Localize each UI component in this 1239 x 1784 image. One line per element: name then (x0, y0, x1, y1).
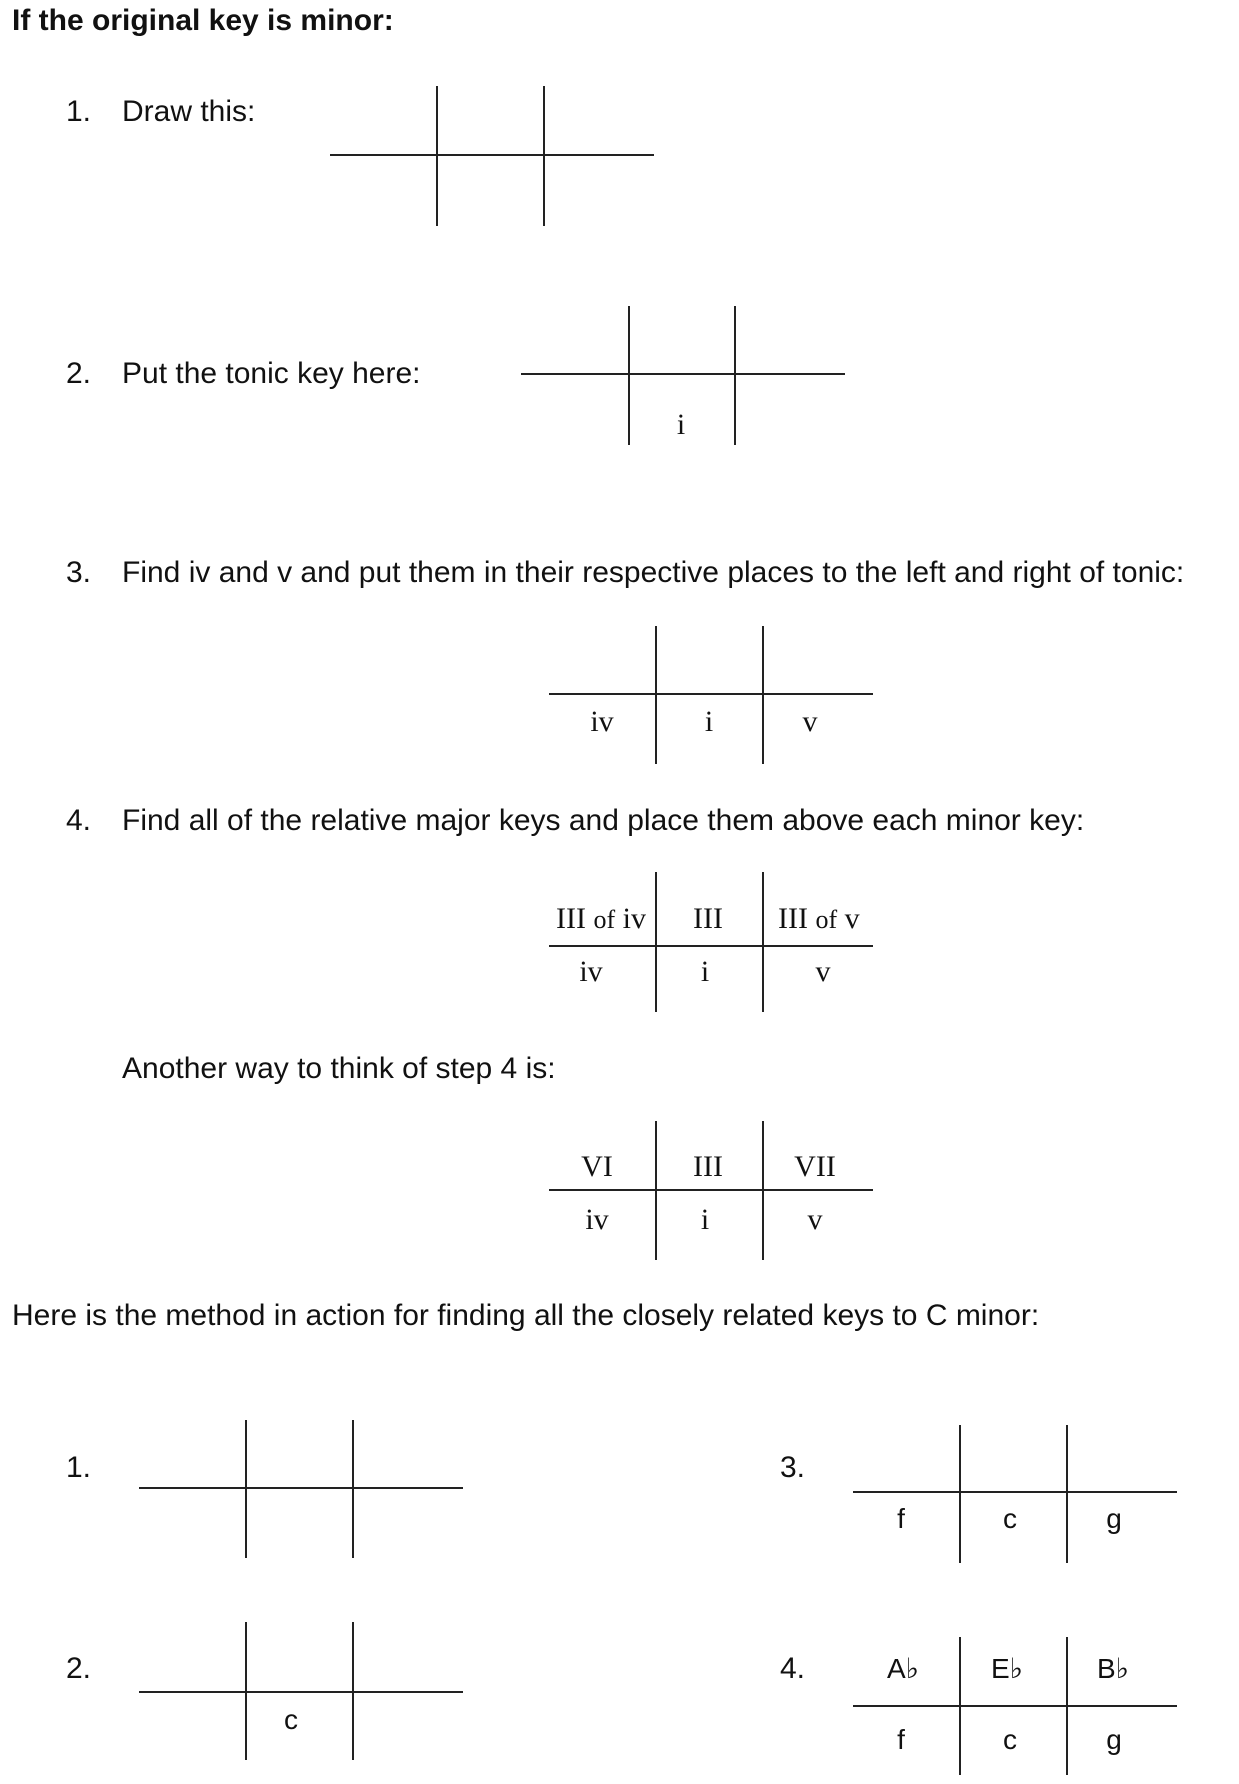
relative-major-of-iv (556, 902, 646, 936)
grid-horizontal-line (139, 1487, 463, 1489)
tonic-note: c (284, 1704, 298, 1735)
example-4-number: 4. (780, 1652, 806, 1685)
grid-horizontal-line (521, 373, 845, 375)
step-1-text: Draw this: (122, 95, 256, 128)
grid-vertical-line (959, 1425, 961, 1563)
relative-major-note: A♭ (887, 1653, 919, 1684)
roman-main: III (556, 902, 586, 935)
roman-main: III (778, 902, 808, 935)
tonic-label: i (704, 705, 714, 738)
grid-vertical-line (352, 1622, 354, 1760)
example-3-number: 3. (780, 1451, 806, 1484)
grid-vertical-line (959, 1637, 961, 1775)
step-3-number: 3. (66, 556, 92, 589)
dominant-note: g (1106, 1503, 1122, 1534)
grid-horizontal-line (549, 1189, 873, 1191)
grid-vertical-line (436, 86, 438, 226)
step-2-number: 2. (66, 357, 92, 390)
another-way-text: Another way to think of step 4 is: (122, 1052, 556, 1085)
submediant-label: VI (581, 1150, 613, 1183)
step-4-number: 4. (66, 804, 92, 837)
subdominant-label: iv (579, 955, 603, 988)
step-4-text: Find all of the relative major keys and place them above each minor key: (122, 804, 1085, 837)
relative-major-note: E♭ (991, 1653, 1023, 1684)
step-1-number: 1. (66, 95, 92, 128)
tonic-label: i (700, 955, 710, 988)
tonic-note: c (1003, 1724, 1017, 1755)
grid-vertical-line (762, 872, 764, 1012)
subdominant-label: iv (590, 705, 614, 738)
grid-vertical-line (352, 1420, 354, 1558)
mediant-label: III (693, 1150, 723, 1183)
dominant-label: v (815, 955, 831, 988)
subdominant-note: f (897, 1724, 905, 1755)
roman-key: v (844, 902, 860, 935)
tonic-note: c (1003, 1503, 1017, 1534)
roman-key: iv (622, 902, 646, 935)
grid-vertical-line (655, 1121, 657, 1260)
tonic-label: i (676, 408, 686, 441)
grid-vertical-line (1066, 1637, 1068, 1775)
subdominant-note: f (897, 1503, 905, 1534)
dominant-label: v (802, 705, 818, 738)
step-2-text: Put the tonic key here: (122, 357, 421, 390)
grid-vertical-line (245, 1622, 247, 1760)
grid-horizontal-line (853, 1705, 1177, 1707)
tonic-label: i (700, 1203, 710, 1236)
relative-major-of-v (778, 902, 860, 936)
grid-vertical-line (762, 626, 764, 764)
dominant-note: g (1106, 1724, 1122, 1755)
subdominant-label: iv (585, 1203, 609, 1236)
relative-major-note: B♭ (1097, 1653, 1129, 1684)
example-1-number: 1. (66, 1451, 92, 1484)
subtonic-label: VII (794, 1150, 836, 1183)
grid-horizontal-line (853, 1491, 1177, 1493)
grid-horizontal-line (549, 693, 873, 695)
grid-horizontal-line (549, 945, 873, 947)
of-word: of (593, 905, 616, 934)
grid-vertical-line (245, 1420, 247, 1558)
grid-vertical-line (543, 86, 545, 226)
grid-horizontal-line (330, 154, 654, 156)
grid-vertical-line (655, 626, 657, 764)
of-word: of (815, 905, 838, 934)
page-heading: If the original key is minor: (12, 4, 394, 37)
grid-vertical-line (762, 1121, 764, 1260)
step-3-text: Find iv and v and put them in their respective places to the left and right of tonic: (122, 556, 1185, 589)
method-intro-text: Here is the method in action for finding all the closely related keys to C minor: (12, 1299, 1040, 1332)
grid-horizontal-line (139, 1691, 463, 1693)
dominant-label: v (807, 1203, 823, 1236)
grid-vertical-line (1066, 1425, 1068, 1563)
example-2-number: 2. (66, 1652, 92, 1685)
relative-major-of-i: III (693, 902, 723, 935)
grid-vertical-line (655, 872, 657, 1012)
